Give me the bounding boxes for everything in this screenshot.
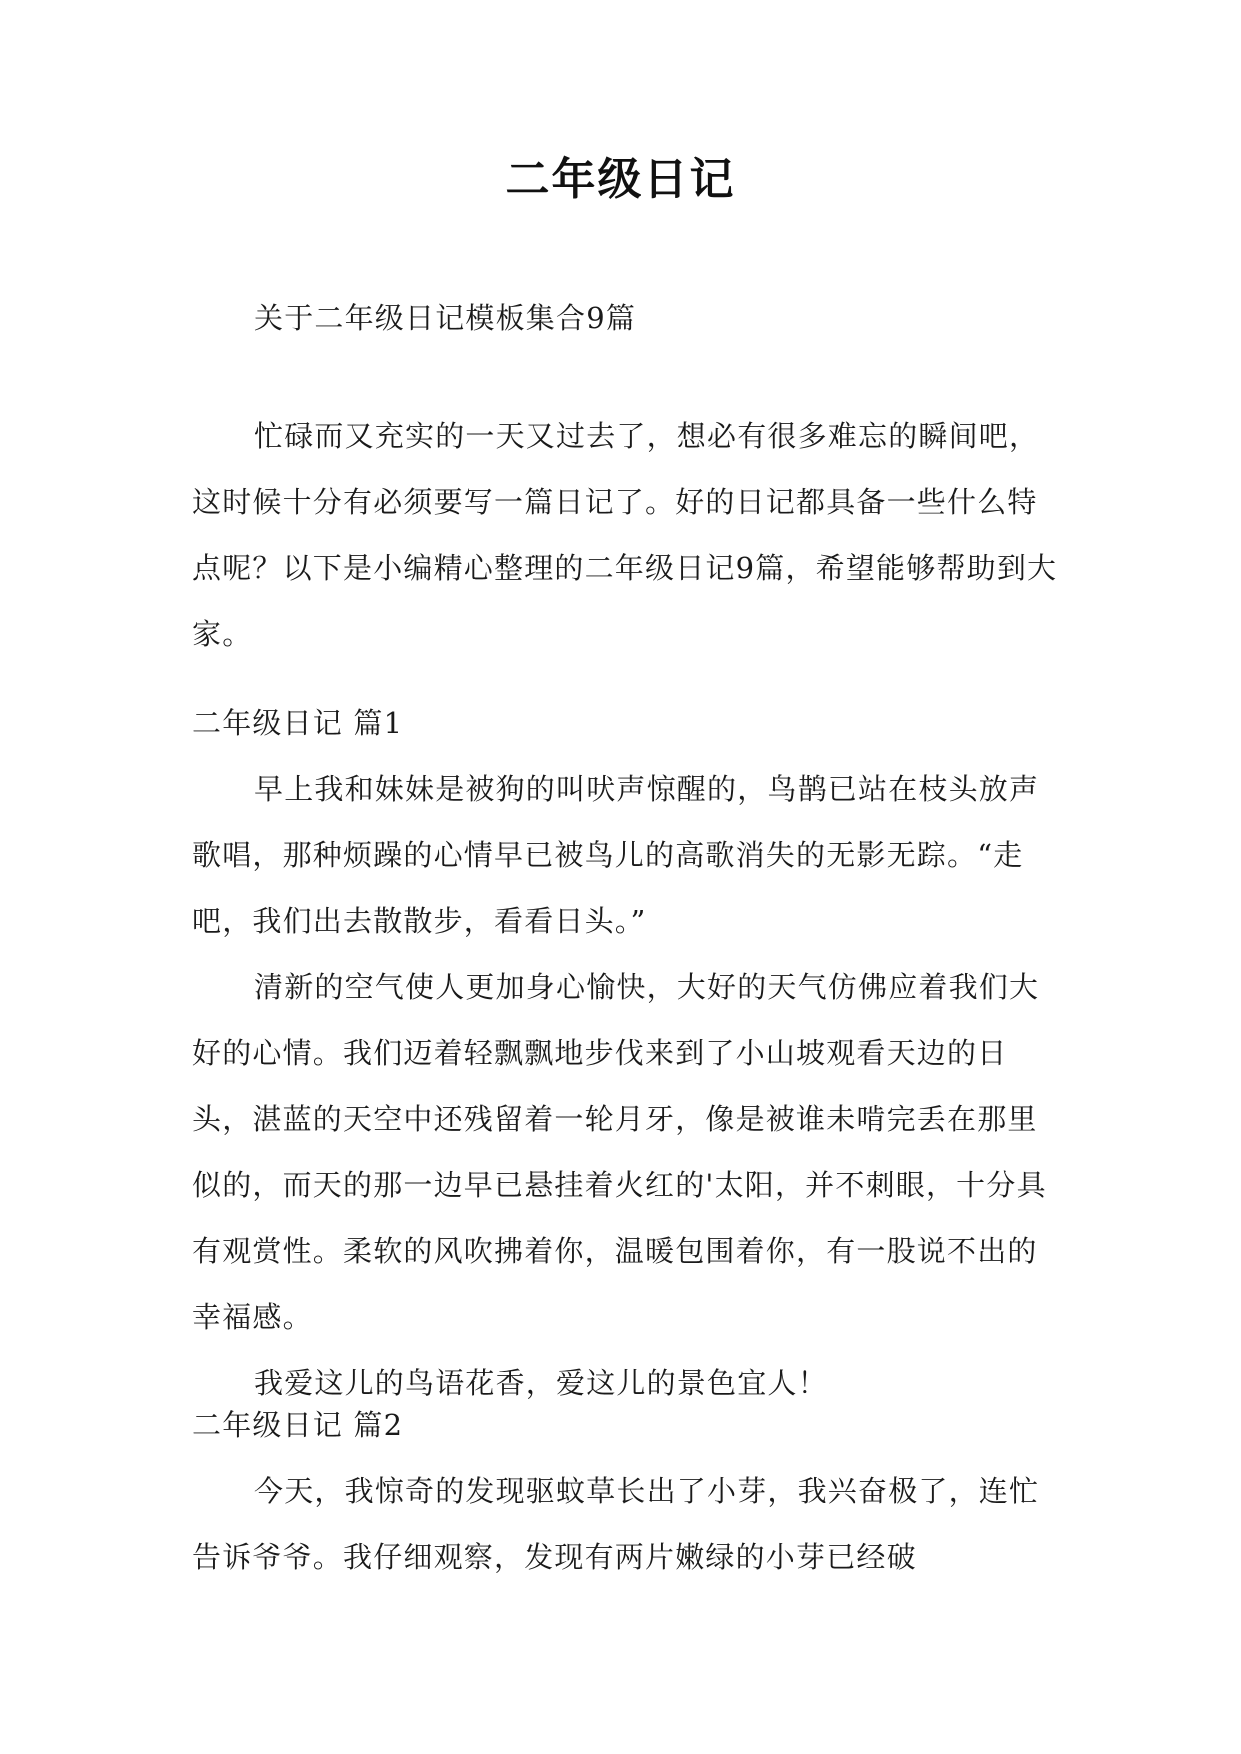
section-heading: 二年级日记 篇2: [192, 1408, 404, 1442]
section-paragraph: 清新的空气使人更加身心愉快，大好的天气仿佛应着我们大好的心情。我们迈着轻飘飘地步伐来到了小山坡观看天边的日头，湛蓝的天空中还残留着一轮月牙，像是被谁未啃完丢在那里似的，而天的那一边早已悬挂着火红的'太阳，并不刺眼，十分具有观赏性。柔软的风吹拂着你，温暖包围着你，有一股说不出的幸福感。: [192, 970, 1047, 1334]
diary-section-2: [192, 1392, 1062, 1590]
section-heading: 二年级日记 篇1: [192, 706, 404, 740]
diary-section-1: [192, 690, 1062, 1416]
section-paragraph: 我爱这儿的鸟语花香，爱这儿的景色宜人！: [254, 1366, 828, 1400]
document-subtitle-block: [192, 285, 1062, 351]
section-paragraph: 今天，我惊奇的发现驱蚊草长出了小芽，我兴奋极了，连忙告诉爷爷。我仔细观察，发现有两片嫩绿的小芽已经破: [192, 1474, 1040, 1574]
document-title: 二年级日记: [505, 154, 736, 205]
intro-paragraph: 忙碌而又充实的一天又过去了，想必有很多难忘的瞬间吧，这时候十分有必须要写一篇日记了。好的日记都具备一些什么特点呢？以下是小编精心整理的二年级日记9篇，希望能够帮助到大家。: [192, 419, 1058, 651]
section-paragraph: 早上我和妹妹是被狗的叫吠声惊醒的，鸟鹊已站在枝头放声歌唱，那种烦躁的心情早已被鸟儿的高歌消失的无影无踪。“走吧，我们出去散散步，看看日头。”: [192, 772, 1040, 938]
intro-block: [192, 403, 1062, 667]
document-subtitle: 关于二年级日记模板集合9篇: [254, 301, 637, 335]
